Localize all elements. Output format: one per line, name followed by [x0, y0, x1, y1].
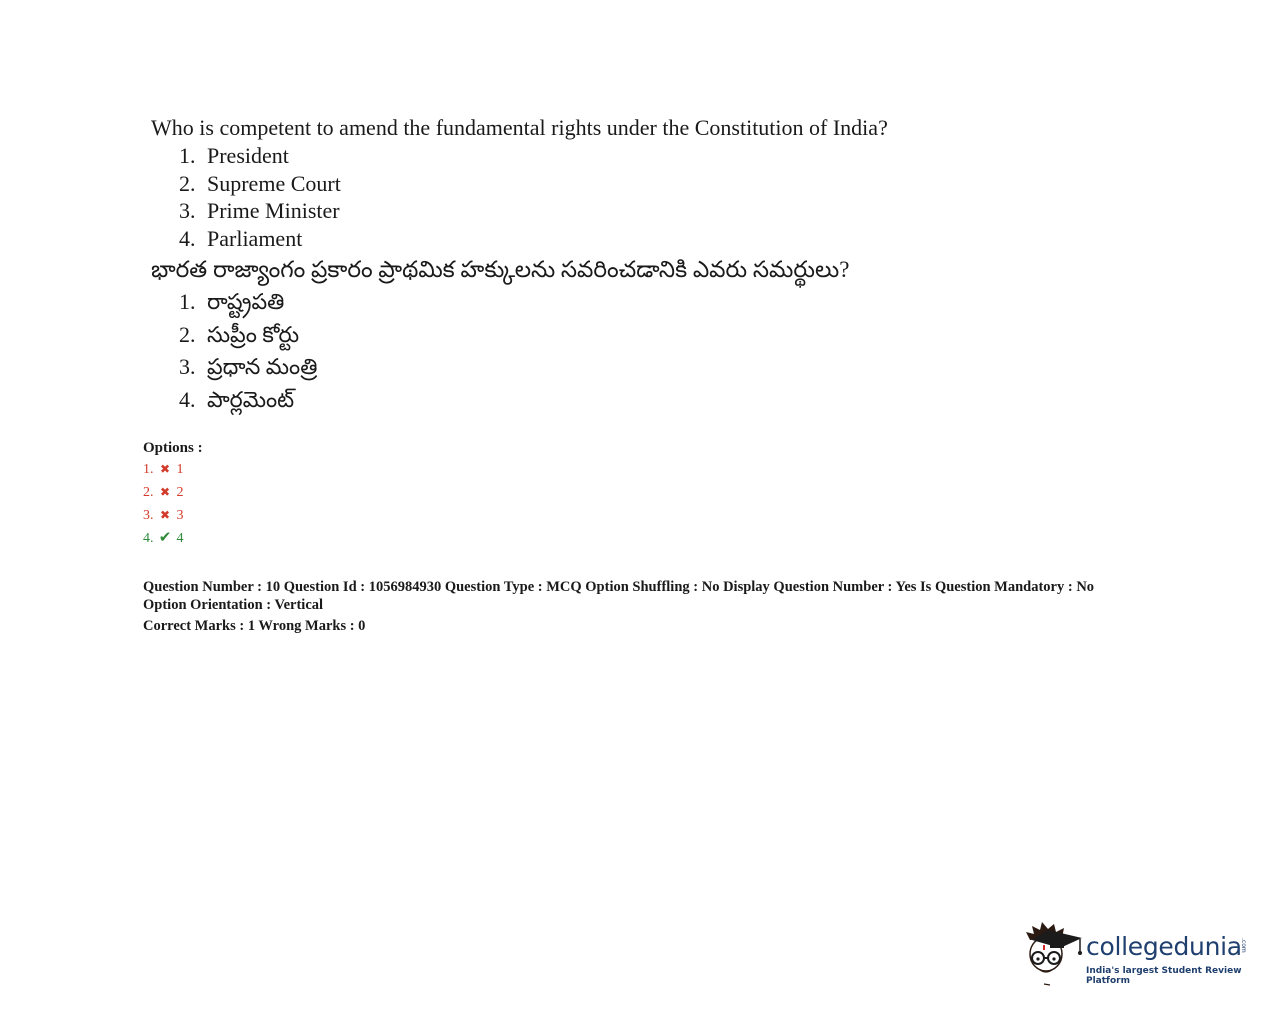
question-block: [151, 114, 1151, 416]
option-item-2: [143, 481, 203, 504]
answer-label: Supreme Court: [207, 170, 341, 196]
answer-number: 1.: [179, 143, 196, 168]
collegedunia-logo: [1024, 918, 1254, 988]
answer-list-telugu: [151, 286, 1151, 416]
answer-number: 2.: [179, 170, 196, 196]
answer-number: 3.: [179, 354, 196, 379]
cross-icon: ✖: [159, 462, 171, 476]
metadata-line-1: Question Number : 10 Question Id : 1056984930 Question Type : MCQ Option Shuffling : No Display Question Number : Yes Is Question Mandatory : No: [143, 579, 1095, 595]
option-value: 4: [176, 531, 184, 546]
option-number: 3.: [143, 508, 154, 523]
answer-item-telugu-4: [151, 384, 1151, 417]
question-text-telugu: భారత రాజ్యాంగం ప్రకారం ప్రాథమిక హక్కులను సవరించడానికి ఎవరు సమర్థులు?: [151, 257, 850, 282]
metadata-line-3: Correct Marks : 1 Wrong Marks : 0: [143, 618, 366, 634]
option-item-1: [143, 458, 203, 481]
answer-item-telugu-1: [151, 286, 1151, 319]
options-block: [143, 438, 203, 550]
answer-item-telugu-2: [151, 319, 1151, 352]
mascot-graduation-cap-icon: [1024, 918, 1086, 988]
answer-item-english-2: [151, 170, 1151, 198]
option-item-3: [143, 504, 203, 527]
question-metadata: [143, 578, 1183, 635]
answer-label: Parliament: [207, 225, 303, 251]
answer-label: President: [207, 143, 289, 168]
option-number: 2.: [143, 485, 154, 500]
answer-item-telugu-3: [151, 351, 1151, 384]
answer-label: సుప్రీం కోర్టు: [207, 321, 300, 347]
answer-number: 3.: [179, 198, 196, 223]
option-number: 1.: [143, 462, 154, 477]
answer-number: 4.: [179, 386, 196, 412]
check-icon: ✔: [158, 530, 172, 546]
option-number: 4.: [143, 531, 154, 546]
answer-label: Prime Minister: [207, 198, 340, 223]
cross-icon: ✖: [159, 508, 171, 522]
answer-item-english-3: [151, 197, 1151, 225]
option-value: 2: [176, 485, 184, 500]
metadata-line-2: Option Orientation : Vertical: [143, 597, 324, 613]
options-title: Options :: [143, 440, 203, 456]
logo-tagline: India's largest Student Review Platform: [1086, 966, 1242, 986]
option-value: 1: [176, 462, 184, 477]
answer-number: 4.: [179, 225, 196, 251]
answer-label: రాష్ట్రపతి: [207, 289, 285, 314]
option-item-4: [143, 527, 203, 550]
answer-item-english-4: [151, 225, 1151, 253]
logo-suffix: .com: [1240, 938, 1247, 953]
option-value: 3: [176, 508, 184, 523]
answer-label: పార్లమెంట్: [207, 386, 295, 412]
answer-list-english: [151, 142, 1151, 252]
answer-number: 1.: [179, 289, 196, 314]
answer-label: ప్రధాన మంత్రి: [207, 354, 318, 379]
answer-number: 2.: [179, 321, 196, 347]
question-text-english: Who is competent to amend the fundamental rights under the Constitution of India?: [151, 115, 888, 140]
logo-wordmark: collegedunia: [1086, 932, 1242, 961]
cross-icon: ✖: [159, 485, 171, 499]
answer-item-english-1: [151, 142, 1151, 170]
